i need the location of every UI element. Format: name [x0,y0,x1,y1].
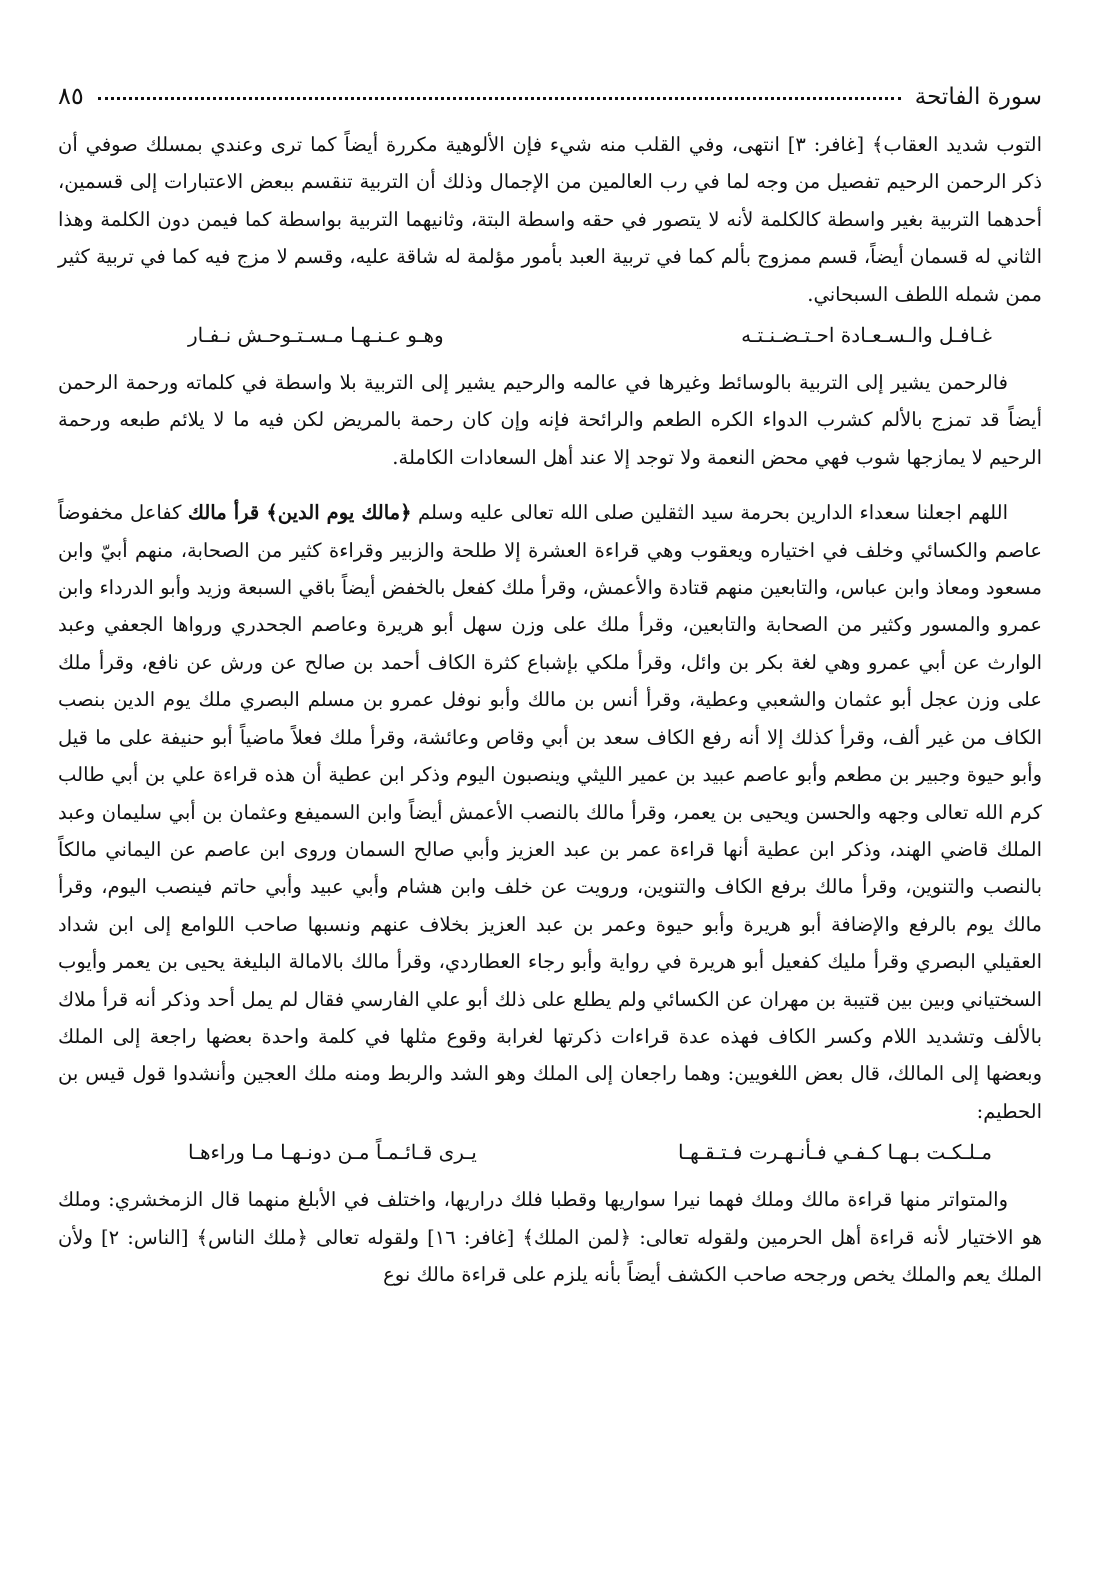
body-text [58,126,1042,1293]
poetry-verse [58,317,1042,354]
verse-first-hemistich: مـلـكـت بـهـا كـفـي فـأنـهـرت فـتـقـهـا [678,1140,992,1165]
verse-first-hemistich: غـافـل والـسـعـادة احـتـضـنـتـه [741,323,992,348]
paragraph: التوب شديد العقاب﴾ [غافر: ٣] انتهى، وفي القلب منه شيء فإن الألوهية مكررة أيضاً كما ترى وعندي بمسلك صوفي أن ذكر الرحمن الرحيم تفصيل من وجه لما في رب العالمين من الإجمال وذلك أن التربية تنقسم ببعض الاعتبارات إلى قسمين، أحدهما التربية بغير واسطة كالكلمة لأنه لا يتصور في حقه واسطة البتة، وثانيهما التربية بواسطة كما فيمن دون الكلمة وهذا الثاني له قسمان أيضاً، قسم ممزوج بألم كما في تربية العبد بأمور مؤلمة له شاقة عليه، وقسم لا مزج فيه كما في تربية كثير ممن شمله اللطف السبحاني. [58,133,1042,306]
verse-second-hemistich: وهـو عـنـهـا مـسـتـوحـش نـفـار [188,323,444,348]
paragraph-text: كفاعل مخفوضاً عاصم والكسائي وخلف في اختياره ويعقوب وهي قراءة العشرة إلا طلحة والزبير وقراءة كثير من الصحابة، منهم أبيّ وابن مسعود ومعاذ وابن عباس، والتابعين منهم قتادة والأعمش، وقرأ ملك كفعل بالخفض أيضاً باقي السبعة وزيد وأبو الدرداء وابن عمرو والمسور وكثير من الصحابة والتابعين، وقرأ ملك على وزن سهل أبو هريرة وعاصم الجحدري ورواها الجعفي وعبد الوارث عن أبي عمرو وهي لغة بكر بن وائل، وقرأ ملكي بإشباع كثرة الكاف أحمد بن صالح عن ورش عن نافع، وقرأ ملك على وزن عجل أبو عثمان والشعبي وعطية، وقرأ أنس بن مالك وأبو نوفل عمرو بن مسلم البصري ملك يوم الدين بنصب الكاف من غير ألف، وقرأ كذلك إلا أنه رفع الكاف سعد بن أبي وقاص وعائشة، وقرأ ملك فعلاً ماضياً أبو حنيفة على ما قيل وأبو حيوة وجبير بن مطعم وأبو عاصم عبيد بن عمير الليثي وينصبون اليوم وذكر ابن عطية أن هذه قراءة علي بن أبي طالب كرم الله تعالى وجهه والحسن ويحيى بن يعمر، وقرأ مالك بالنصب الأعمش أيضاً وابن السميفع وعثمان بن أبي سليمان وعبد الملك قاضي الهند، وذكر ابن عطية أنها قراءة عمر بن عبد العزيز وأبي صالح السمان وروى ابن عاصم عن اليماني مالكاً بالنصب والتنوين، وقرأ مالك برفع الكاف والتنوين، ورويت عن خلف وابن هشام وأبي عبيد وأبي حاتم فينصب اليوم، وقرأ مالك يوم بالرفع والإضافة أبو هريرة وأبو حيوة وعمر بن عبد العزيز بخلاف عنهم ونسبها صاحب اللوامع إلى ابن شداد العقيلي البصري وقرأ مليك كفعيل أبو هريرة في رواية وأبو رجاء العطاردي، وقرأ مالك بالامالة البليغة يحيى بن يعمر وأيوب السختياني وبين بين قتيبة بن مهران عن الكسائي ولم يطلع على ذلك أبو علي الفارسي فقال لم يمل أحد وذكر أنه قرأ ملاك بالألف وتشديد اللام وكسر الكاف فهذه عدة قراءات ذكرتها لغرابة وقوع مثلها في كلمة واحدة بعضها راجعة إلى الملك وبعضها إلى المالك، قال بعض اللغويين: وهما راجعان إلى الملك وهو الشد والربط ومنه ملك العجين وأنشدوا قول قيس بن الحطيم: [58,501,1042,1123]
surah-title: سورة الفاتحة [914,84,1042,110]
paragraph: والمتواتر منها قراءة مالك وملك فهما نيرا سواريها وقطبا فلك دراريها، واختلف في الأبلغ منهما قال الزمخشري: وملك هو الاختيار لأنه قراءة أهل الحرمين ولقوله تعالى: ﴿لمن الملك﴾ [غافر: ١٦] ولقوله تعالى ﴿ملك الناس﴾ [الناس: ٢] ولأن الملك يعم والملك يخص ورجحه صاحب الكشف أيضاً بأنه يلزم على قراءة مالك نوع [58,1188,1042,1286]
verse-second-hemistich: يـرى قـائـمـاً مـن دونـهـا مـا وراءهـا [188,1140,477,1165]
paragraph [58,494,1042,1130]
poetry-verse [58,1134,1042,1171]
paragraph-text: اللهم اجعلنا سعداء الدارين بحرمة سيد الثقلين صلى الله تعالى عليه وسلم [411,501,1008,525]
leader-dots [98,95,901,100]
quran-quote: ﴿مالك يوم الدين﴾ قرأ مالك [187,501,412,525]
page-number: ٨٥ [58,82,84,110]
running-header [58,82,1042,116]
paragraph: فالرحمن يشير إلى التربية بالوسائط وغيرها في عالمه والرحيم يشير إلى التربية بلا واسطة في كلماته ورحمة الرحمن أيضاً قد تمزج بالألم كشرب الدواء الكره الطعم والرائحة فإنه وإن كان رحمة بالمريض لكن فيه ما لا يلائم طبعه ورحمة الرحيم لا يمازجها شوب فهي محض النعمة ولا توجد إلا عند أهل السعادات الكاملة. [58,371,1042,469]
paragraph-gap [58,476,1042,494]
